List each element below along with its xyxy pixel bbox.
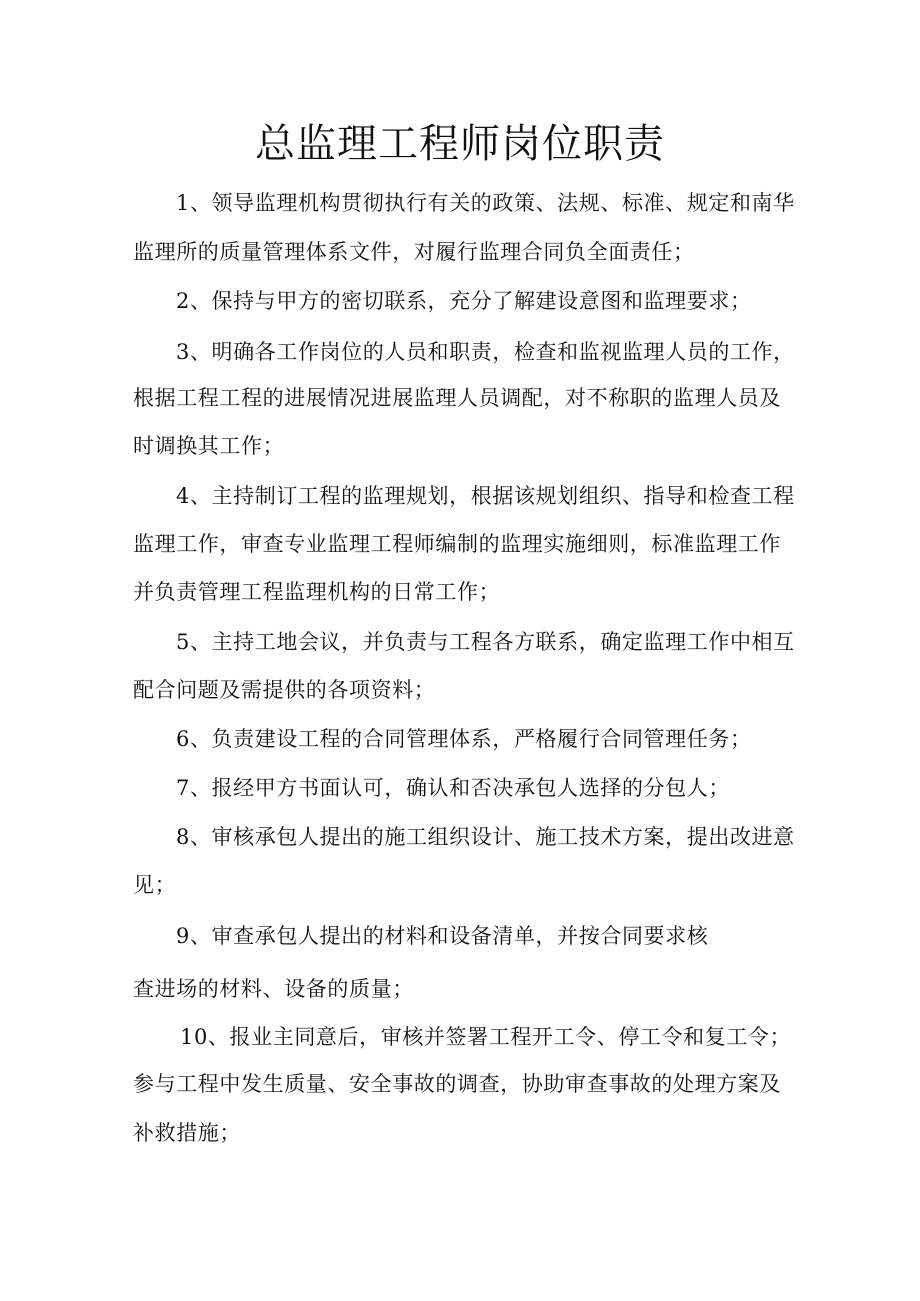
paragraph-line: 7、报经甲方书面认可，确认和否决承包人选择的分包人； xyxy=(176,776,730,800)
paragraph-line: 补救措施； xyxy=(133,1121,241,1145)
paragraph-line: 监理所的质量管理体系文件，对履行监理合同负全面责任； xyxy=(133,240,695,264)
paragraph-line: 9、审查承包人提出的材料和设备清单，并按合同要求核 xyxy=(176,924,709,948)
paragraph-line: 2、保持与甲方的密切联系，充分了解建设意图和监理要求； xyxy=(176,289,752,313)
paragraph-line: 4、主持制订工程的监理规划，根据该规划组织、指导和检查工程 xyxy=(176,484,795,508)
paragraph-line: 根据工程工程的进展情况进展监理人员调配，对不称职的监理人员及 xyxy=(133,386,781,410)
paragraph-line: 参与工程中发生质量、安全事故的调查，协助审查事故的处理方案及 xyxy=(133,1072,781,1096)
paragraph-line: 6、负责建设工程的合同管理体系，严格履行合同管理任务； xyxy=(176,727,752,751)
page-title: 总监理工程师岗位职责 xyxy=(255,121,665,167)
paragraph-line: 8、审核承包人提出的施工组织设计、施工技术方案，提出改进意 xyxy=(176,825,795,849)
paragraph-line: 查进场的材料、设备的质量； xyxy=(133,977,414,1001)
paragraph-line: 5、主持工地会议，并负责与工程各方联系，确定监理工作中相互 xyxy=(176,630,795,654)
paragraph-line: 配合问题及需提供的各项资料； xyxy=(133,678,436,702)
paragraph-line: 监理工作，审查专业监理工程师编制的监理实施细则，标准监理工作 xyxy=(133,532,781,556)
paragraph-line: 10、报业主同意后，审核并签署工程开工令、停工令和复工令； xyxy=(180,1025,792,1049)
paragraph-line: 时调换其工作； xyxy=(133,434,285,458)
paragraph-line: 1、领导监理机构贯彻执行有关的政策、法规、标准、规定和南华 xyxy=(176,191,795,215)
paragraph-line: 并负责管理工程监理机构的日常工作； xyxy=(133,580,501,604)
paragraph-line: 见； xyxy=(133,873,177,897)
paragraph-line: 3、明确各工作岗位的人员和职责，检查和监视监理人员的工作， xyxy=(176,340,795,364)
